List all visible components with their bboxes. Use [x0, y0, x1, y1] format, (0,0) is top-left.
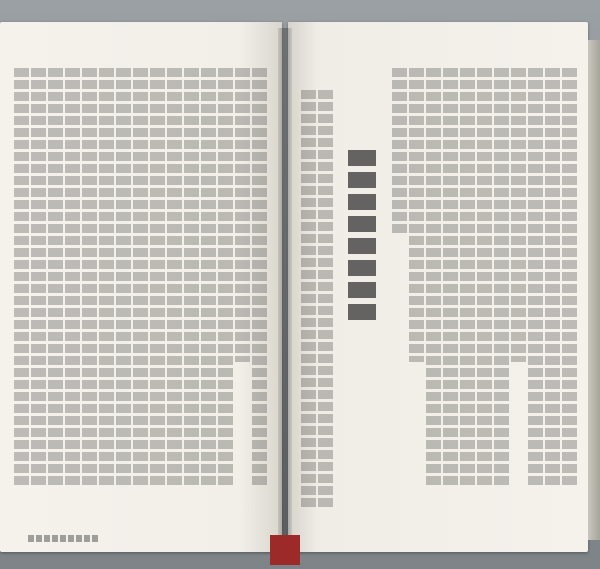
text-column: [48, 68, 63, 488]
left-page-footer: [22, 534, 98, 544]
text-column: [218, 68, 233, 488]
text-column: [82, 68, 97, 488]
text-column: [31, 68, 46, 488]
left-page-text-columns: [13, 68, 268, 488]
text-column: [318, 90, 333, 510]
text-column: [116, 68, 131, 488]
text-column: [99, 68, 114, 488]
text-column: [252, 68, 267, 488]
text-column: [235, 68, 250, 488]
text-column: [443, 68, 458, 488]
section-heading: [348, 150, 376, 320]
right-page-intro-columns: [300, 90, 334, 510]
text-column: [167, 68, 182, 488]
left-page: [0, 22, 282, 552]
text-column: [477, 68, 492, 488]
text-column: [301, 90, 316, 510]
right-page-text-columns: [391, 68, 578, 488]
book-spine: [278, 28, 292, 548]
text-column: [133, 68, 148, 488]
text-column: [392, 68, 407, 488]
text-column: [150, 68, 165, 488]
text-column: [65, 68, 80, 488]
text-column: [460, 68, 475, 488]
text-column: [201, 68, 216, 488]
text-column: [545, 68, 560, 488]
text-column: [426, 68, 441, 488]
text-column: [184, 68, 199, 488]
book-cover-edge: [270, 535, 300, 565]
text-column: [528, 68, 543, 488]
text-column: [409, 68, 424, 488]
page-block-edge: [588, 40, 600, 540]
text-column: [562, 68, 577, 488]
text-column: [494, 68, 509, 488]
text-column: [14, 68, 29, 488]
text-column: [511, 68, 526, 488]
